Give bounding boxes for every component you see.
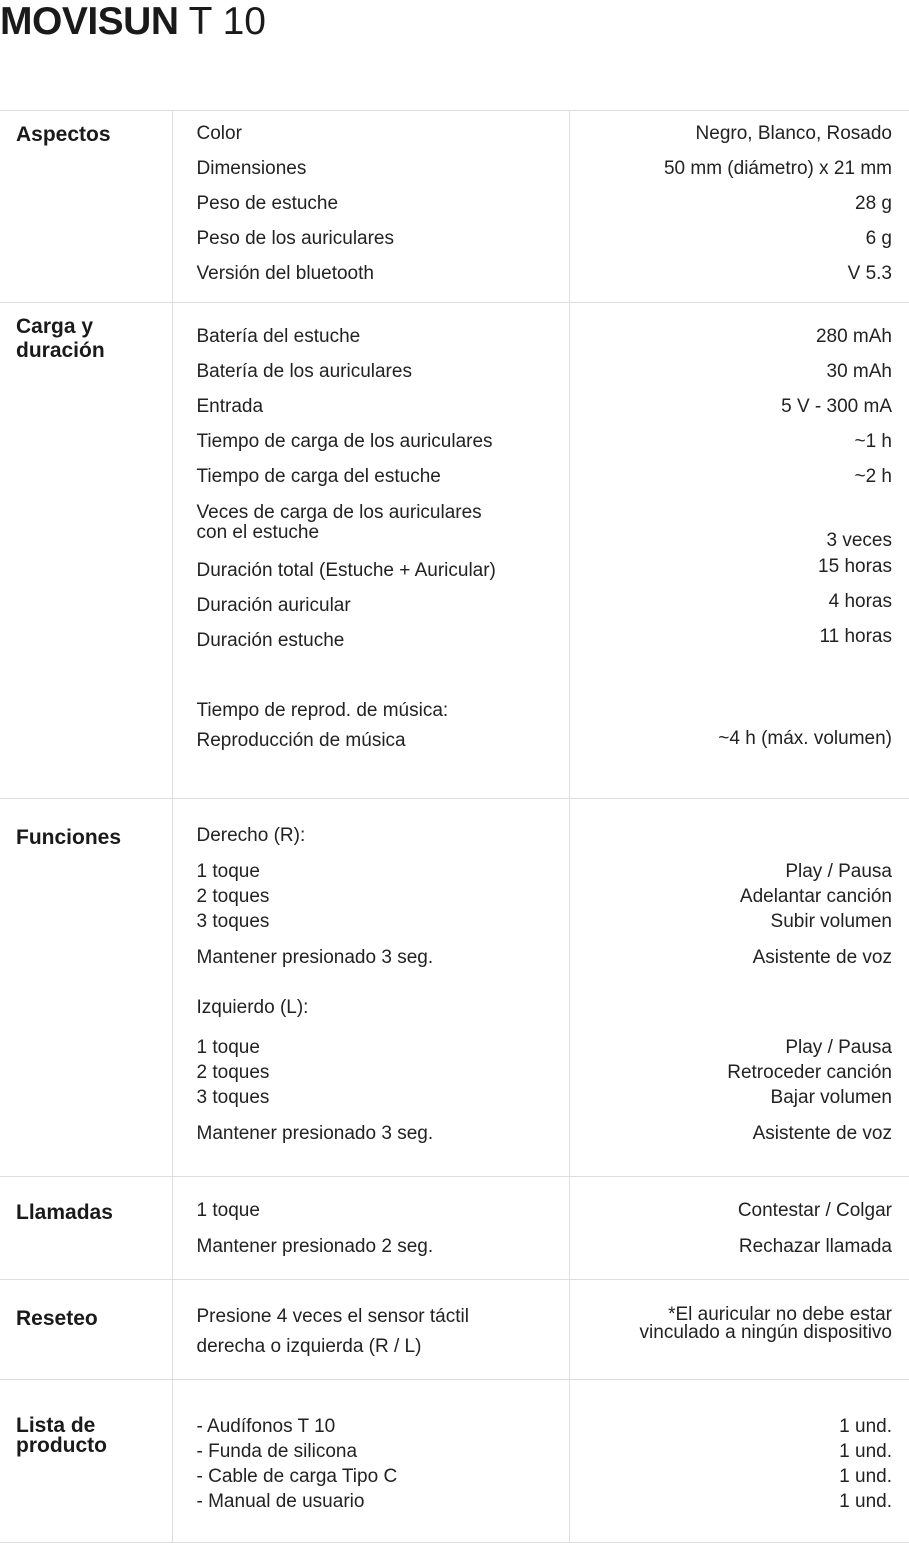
spec-value: Contestar / Colgar (737, 1200, 892, 1221)
spec-value: 28 g (855, 193, 892, 214)
spec-key: 3 toques (196, 911, 270, 932)
product-qty: 1 und. (839, 1416, 892, 1437)
section-label: Reseteo (0, 1280, 172, 1380)
spec-value: Play / Pausa (785, 1037, 892, 1058)
key-column (172, 111, 569, 303)
spec-key: Tiempo de carga de los auriculares (196, 431, 493, 452)
value-column (569, 799, 909, 1177)
section-label: Llamadas (0, 1177, 172, 1280)
spec-key: 1 toque (196, 1200, 260, 1221)
spec-value: Asistente de voz (752, 1123, 892, 1144)
subheader-right: Derecho (R): (196, 825, 306, 846)
section-carga (0, 303, 909, 799)
spec-key-multiline: Veces de carga de los auriculares con el estuche (196, 503, 482, 543)
section-label: Lista de producto (0, 1380, 172, 1543)
product-qty: 1 und. (839, 1491, 892, 1512)
spec-value: ~2 h (854, 466, 892, 487)
reset-instruction-line2: derecha o izquierda (R / L) (196, 1336, 422, 1357)
section-lista (0, 1380, 909, 1543)
key-column (172, 1177, 569, 1280)
key-column (172, 1380, 569, 1543)
section-llamadas (0, 1177, 909, 1280)
spec-value: 5 V - 300 mA (781, 396, 892, 417)
spec-key: Batería del estuche (196, 326, 361, 347)
spec-key: 2 toques (196, 886, 270, 907)
spec-value: Bajar volumen (770, 1087, 892, 1108)
value-column (569, 111, 909, 303)
spec-table (0, 110, 909, 1543)
spec-value: Play / Pausa (785, 861, 892, 882)
spec-key: Color (196, 123, 242, 144)
spec-key: Dimensiones (196, 158, 307, 179)
spec-value: ~4 h (máx. volumen) (718, 728, 892, 749)
section-label: Aspectos (0, 111, 172, 303)
spec-value: 15 horas (818, 556, 892, 577)
value-column (569, 1380, 909, 1543)
key-column (172, 799, 569, 1177)
spec-key: Duración auricular (196, 595, 351, 616)
key-column (172, 303, 569, 799)
music-header: Tiempo de reprod. de música: (196, 700, 449, 721)
spec-value: Subir volumen (770, 911, 892, 932)
reset-instruction-line1: Presione 4 veces el sensor táctil (196, 1306, 469, 1327)
spec-key: 1 toque (196, 861, 260, 882)
spec-value: ~1 h (854, 431, 892, 452)
spec-value: 11 horas (819, 626, 892, 647)
product-item: - Audífonos T 10 (196, 1416, 336, 1437)
reset-note-line1: *El auricular no debe estar (668, 1304, 892, 1323)
spec-value: Negro, Blanco, Rosado (695, 123, 892, 144)
spec-value: 50 mm (diámetro) x 21 mm (663, 158, 892, 179)
product-item: - Funda de silicona (196, 1441, 358, 1462)
value-column (569, 303, 909, 799)
key-column (172, 1280, 569, 1380)
section-funciones (0, 799, 909, 1177)
spec-value: 280 mAh (815, 326, 892, 347)
spec-value: Retroceder canción (727, 1062, 892, 1083)
spec-key: Entrada (196, 396, 264, 417)
product-qty: 1 und. (839, 1466, 892, 1487)
section-label: Carga y duración (0, 303, 172, 799)
product-item: - Manual de usuario (196, 1491, 365, 1512)
spec-value: V 5.3 (847, 263, 892, 284)
spec-value: Adelantar canción (739, 886, 892, 907)
brand-name: MOVISUN (0, 0, 179, 43)
spec-key: Reproducción de música (196, 730, 406, 751)
section-reseteo (0, 1280, 909, 1380)
section-aspectos (0, 111, 909, 303)
spec-key: Mantener presionado 3 seg. (196, 1123, 434, 1144)
spec-key: Peso de los auriculares (196, 228, 394, 249)
spec-value: Rechazar llamada (738, 1236, 892, 1257)
reset-note-line2: vinculado a ningún dispositivo (639, 1323, 892, 1343)
spec-key: Peso de estuche (196, 193, 339, 214)
spec-key: Duración estuche (196, 630, 345, 651)
product-item: - Cable de carga Tipo C (196, 1466, 398, 1487)
value-column (569, 1177, 909, 1280)
product-qty: 1 und. (839, 1441, 892, 1462)
spec-key: 3 toques (196, 1087, 270, 1108)
spec-value: Asistente de voz (752, 947, 892, 968)
page-title (0, 0, 266, 44)
spec-key: Tiempo de carga del estuche (196, 466, 441, 487)
spec-value: 6 g (865, 228, 892, 249)
model-name: T 10 (188, 0, 266, 43)
spec-value: 30 mAh (826, 361, 892, 382)
value-column (569, 1280, 909, 1380)
spec-key: Duración total (Estuche + Auricular) (196, 560, 496, 581)
spec-key: Mantener presionado 2 seg. (196, 1236, 434, 1257)
subheader-left: Izquierdo (L): (196, 997, 309, 1018)
spec-value: 3 veces (826, 530, 892, 551)
spec-value: 4 horas (828, 591, 892, 612)
spec-key: Mantener presionado 3 seg. (196, 947, 434, 968)
spec-key: 1 toque (196, 1037, 260, 1058)
spec-key: Batería de los auriculares (196, 361, 412, 382)
section-label: Funciones (0, 799, 172, 1177)
spec-key: 2 toques (196, 1062, 270, 1083)
spec-key: Versión del bluetooth (196, 263, 374, 284)
